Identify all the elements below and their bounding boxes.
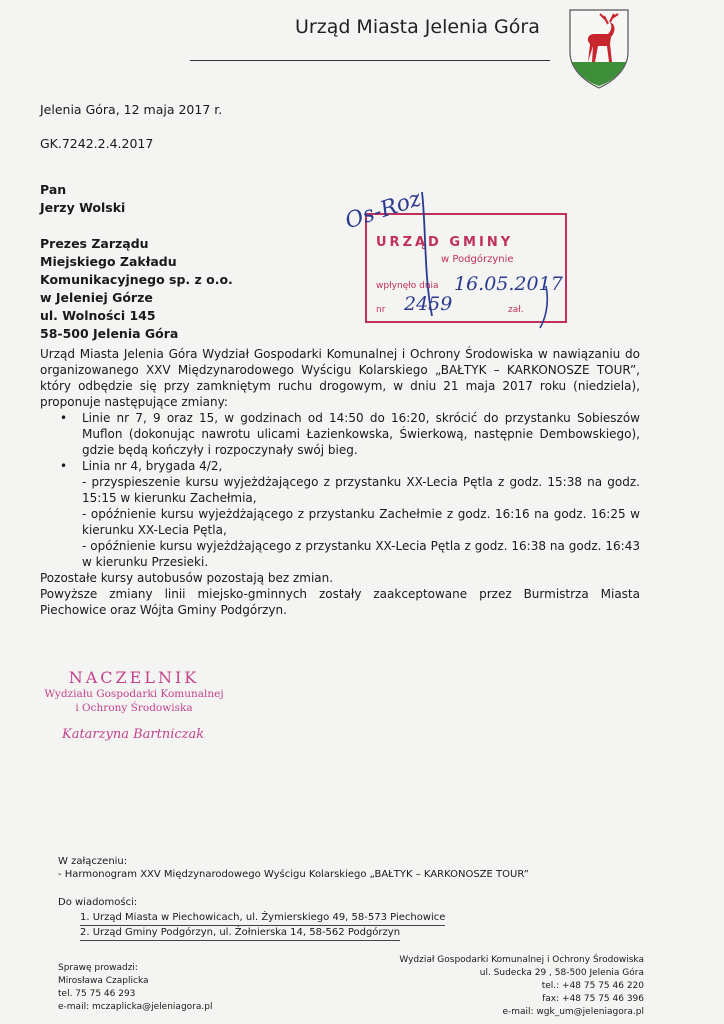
change-item-1-text: Linie nr 7, 9 oraz 15, w godzinach od 14:50 do 16:20, skrócić do przystanku Sobieszów Muflon (dokonując nawrotu ulicami Łazienkowska, Świerkową, następnie Dembowskiego), gdzie będą kończyły i rozpoczynały swój bieg. [82,411,640,457]
signature-unit-1: Wydziału Gospodarki Komunalnej [44,688,224,700]
address-line: 58-500 Jelenia Góra [40,326,179,341]
letter-date: Jelenia Góra, 12 maja 2017 r. [40,102,223,117]
footer-department [398,954,644,1019]
signature-unit-2: i Ochrony Środowiska [75,702,193,714]
cc-label: Do wiadomości: [58,897,138,908]
reference-number: GK.7242.2.4.2017 [40,136,154,151]
address-line: ul. Wolności 145 [40,308,156,323]
attachments-item: - Harmonogram XXV Międzynarodowego Wyścigu Kolarskiego „BAŁTYK – KARKONOSZE TOUR” [58,869,529,880]
footer-right-line: fax: +48 75 75 46 396 [542,994,644,1004]
footer-left-line: tel. 75 75 46 293 [58,989,136,999]
change-item-1 [82,410,640,458]
address-line: Miejskiego Zakładu [40,254,177,269]
coat-of-arms-icon [564,4,634,90]
attachments-label: W załączeniu: [58,856,128,867]
change-item-2 [82,458,640,570]
changes-list [40,410,640,570]
closing-line-2: Powyższe zmiany linii miejsko-gminnych zostały zaakceptowane przez Burmistrza Miasta Piechowice oraz Wójta Gminy Podgórzyn. [40,587,640,617]
address-line: Prezes Zarządu [40,236,149,251]
signature-block [44,668,224,742]
stamp-line1: URZĄD GMINY [376,235,514,250]
change-item-2-b: - opóźnienie kursu wyjeżdżającego z przystanku Zachełmie z godz. 16:16 na godz. 16:25 w kierunku XX-Lecia Pętla, [82,507,640,537]
footer-right-line: Wydział Gospodarki Komunalnej i Ochrony Środowiska [399,955,644,965]
address-line: Komunikacyjnego sp. z o.o. [40,272,233,287]
footer-left-line: e-mail: mczaplicka@jeleniagora.pl [58,1002,213,1012]
stamp-line2: w Podgórzynie [441,254,514,265]
footer-left-line: Mirosława Czaplicka [58,976,149,986]
footer-right-line: e-mail: wgk_um@jeleniagora.pl [502,1007,644,1017]
address-line: w Jeleniej Górze [40,290,153,305]
footer-left-line: Sprawę prowadzi: [58,963,138,973]
footer-right-line: ul. Sudecka 29 , 58-500 Jelenia Góra [479,968,644,978]
cc-item-2: 2. Urząd Gminy Podgórzyn, ul. Żołnierska 14, 58-562 Podgórzyn [80,926,400,941]
stamp-zal-label: zał. [508,305,524,315]
change-item-2-head: • Linia nr 4, brygada 4/2, [82,459,223,473]
stamp-handwritten-date: 16.05.2017 [454,273,563,295]
letter-body [40,346,640,618]
footer-right-line: tel.: +48 75 75 46 220 [541,981,644,991]
address-line: Jerzy Wolski [40,200,126,215]
address-spacer [40,217,233,235]
stamp-handwritten-number: 2459 [404,293,453,315]
header-rule [190,60,550,61]
closing-line-1: Pozostałe kursy autobusów pozostają bez zmian. [40,571,334,585]
signature-name: Katarzyna Bartniczak [62,727,205,742]
change-item-2-c: - opóźnienie kursu wyjeżdżającego z przystanku XX-Lecia Pętla z godz. 16:38 na godz. 16:43 w kierunku Przesieki. [82,539,640,569]
footer-contact [58,962,212,1014]
intro-paragraph: Urząd Miasta Jelenia Góra Wydział Gospodarki Komunalnej i Ochrony Środowiska w nawiązaniu do organizowanego XXV Międzynarodowego Wyścigu Kolarskiego „BAŁTYK – KARKONOSZE TOUR”, który odbędzie się przy zamkniętym ruchu drogowym, w dniu 21 maja 2017 roku (niedziela), proponuje następujące zmiany: [40,347,640,409]
recipient-address [40,181,233,343]
cc-item-1: 1. Urząd Miasta w Piechowicach, ul. Żymierskiego 49, 58-573 Piechowice [80,911,445,926]
header-title: Urząd Miasta Jelenia Góra [295,16,540,38]
change-item-2-a: - przyspieszenie kursu wyjeżdżającego z przystanku XX-Lecia Pętla z godz. 15:38 na godz. 15:15 w kierunku Zachełmia, [82,475,640,505]
received-stamp [336,166,586,336]
stamp-line3: wpłynęło dnia [376,281,439,291]
stamp-nr-label: nr [376,305,386,315]
signature-title: NACZELNIK [68,668,200,687]
address-line: Pan [40,182,67,197]
handwritten-note: Os-Roz [342,186,425,235]
